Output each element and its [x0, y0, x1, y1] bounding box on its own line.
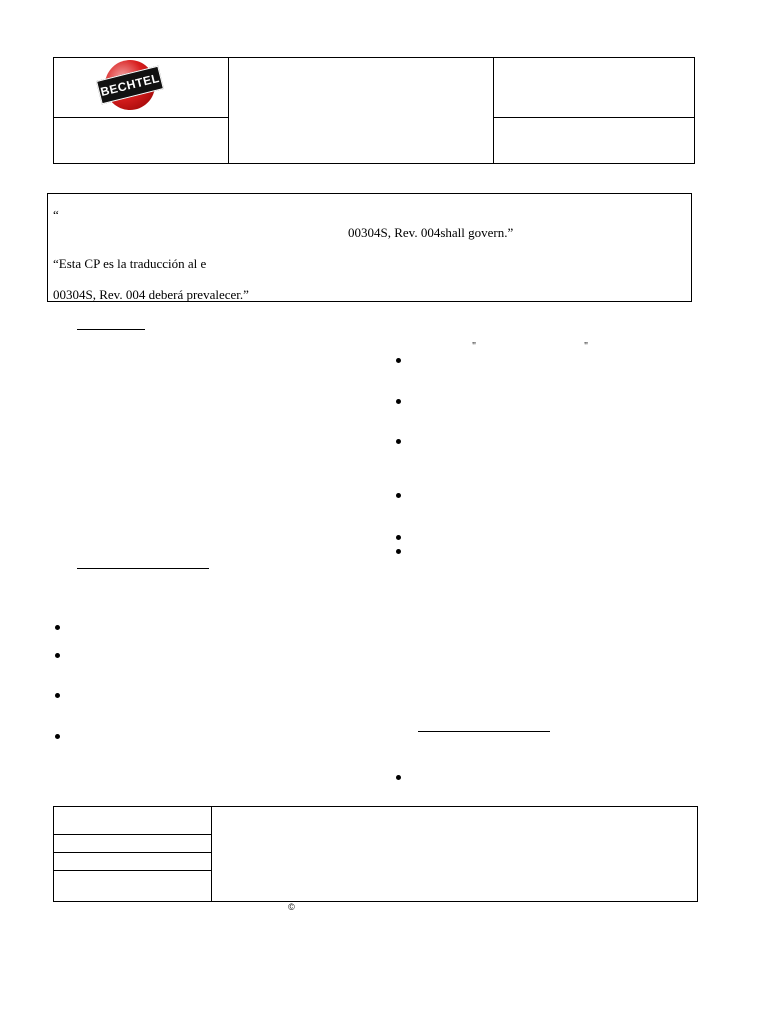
- right-quote-left: ": [472, 341, 477, 352]
- footer-left-split-1: [53, 834, 212, 835]
- translation-notice: [47, 193, 692, 302]
- section-heading-underline-3: [418, 731, 550, 732]
- right-bullet-6: [396, 549, 401, 554]
- footer-table: [53, 806, 698, 902]
- header-divider-1: [228, 57, 229, 164]
- right-bullet-2: [396, 399, 401, 404]
- header-right-split: [493, 117, 695, 118]
- left-bullet-4: [55, 734, 60, 739]
- left-bullet-2: [55, 653, 60, 658]
- left-bullet-1: [55, 625, 60, 630]
- notice-english-ref: 00304S, Rev. 004shall govern.”: [348, 225, 514, 240]
- logo-text: BECHTEL: [99, 70, 161, 100]
- right-bullet-3: [396, 439, 401, 444]
- right-bullet-4: [396, 493, 401, 498]
- footer-left-split-3: [53, 870, 212, 871]
- right-quote-right: ": [584, 341, 589, 352]
- notice-spanish-line1: “Esta CP es la traducción al e: [53, 256, 207, 271]
- header-divider-2: [493, 57, 494, 164]
- right-bullet-5: [396, 535, 401, 540]
- notice-spanish-line2: 00304S, Rev. 004 deberá prevalecer.”: [53, 287, 249, 302]
- right-bullet-7: [396, 775, 401, 780]
- section-heading-underline-2: [77, 568, 209, 569]
- footer-divider: [211, 806, 212, 902]
- header-left-split: [53, 117, 229, 118]
- section-heading-underline-1: [77, 329, 145, 330]
- left-bullet-3: [55, 693, 60, 698]
- right-bullet-1: [396, 358, 401, 363]
- copyright-icon: ©: [288, 902, 295, 912]
- notice-open-quote: “: [53, 207, 59, 222]
- footer-left-split-2: [53, 852, 212, 853]
